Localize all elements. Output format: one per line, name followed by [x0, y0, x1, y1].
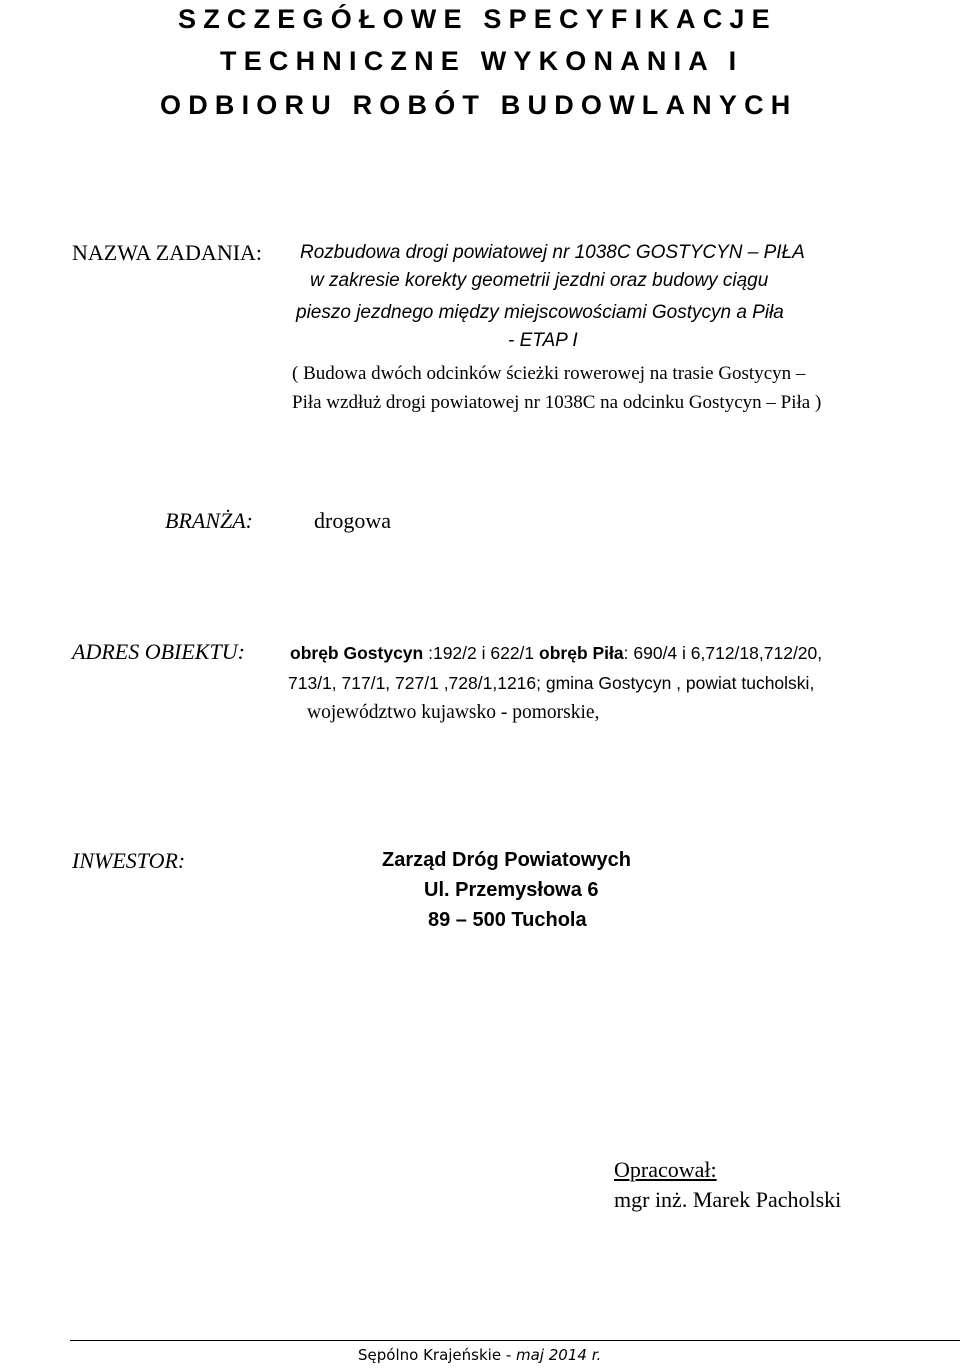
- address-precinct-gostycyn: obręb Gostycyn: [290, 643, 424, 663]
- address-parcels-pila: : 690/4 i 6,712/18,712/20,: [623, 643, 823, 663]
- title-line-3: ODBIORU ROBÓT BUDOWLANYCH: [160, 90, 798, 120]
- author-name: mgr inż. Marek Pacholski: [614, 1187, 842, 1212]
- footer-date: maj 2014 r.: [516, 1346, 602, 1364]
- task-line-3: pieszo jezdnego między miejscowościami Gostycyn a Piła: [296, 302, 784, 323]
- task-line-1: Rozbudowa drogi powiatowej nr 1038C GOSTYCYN – PIŁA: [300, 242, 805, 263]
- branch-value: drogowa: [314, 508, 391, 533]
- task-line-6: Piła wzdłuż drogi powiatowej nr 1038C na odcinku Gostycyn – Piła ): [292, 392, 822, 413]
- task-line-5: ( Budowa dwóch odcinków ścieżki rowerowej na trasie Gostycyn –: [292, 363, 806, 384]
- footer-divider: [70, 1340, 960, 1341]
- task-line-2: w zakresie korekty geometrii jezdni oraz budowy ciągu: [310, 270, 769, 291]
- title-line-2: TECHNICZNE WYKONANIA I: [220, 46, 744, 76]
- address-line-1: [290, 643, 822, 664]
- address-parcels-gostycyn: :192/2 i 622/1: [423, 643, 540, 663]
- address-line-3: województwo kujawsko - pomorskie,: [307, 702, 600, 723]
- task-line-4: - ETAP I: [508, 330, 578, 351]
- investor-city: 89 – 500 Tuchola: [428, 909, 587, 931]
- footer-place: Sępólno Krajeńskie -: [358, 1346, 517, 1364]
- title-line-1: SZCZEGÓŁOWE SPECYFIKACJE: [178, 4, 777, 34]
- branch-label: BRANŻA:: [165, 508, 253, 533]
- footer: [358, 1346, 601, 1364]
- address-precinct-pila: obręb Piła: [539, 643, 624, 663]
- investor-name: Zarząd Dróg Powiatowych: [382, 849, 631, 871]
- author-label: Opracował:: [614, 1157, 717, 1182]
- investor-label: INWESTOR:: [72, 848, 186, 873]
- address-label: ADRES OBIEKTU:: [72, 639, 245, 664]
- investor-street: Ul. Przemysłowa 6: [424, 879, 599, 901]
- task-label: NAZWA ZADANIA:: [72, 240, 263, 265]
- address-line-2: 713/1, 717/1, 727/1 ,728/1,1216; gmina Gostycyn , powiat tucholski,: [288, 673, 815, 693]
